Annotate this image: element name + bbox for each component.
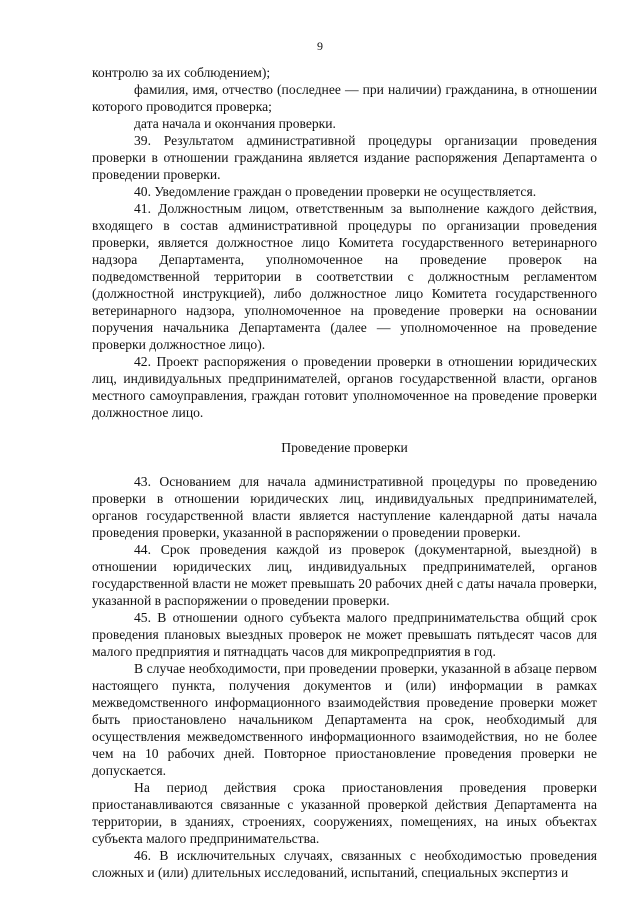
- paragraph: 42. Проект распоряжения о проведении проверки в отношении юридических лиц, индивидуальных предпринимателей, органов государственной власти, органов местного самоуправления, граждан готовит уполномоченное на проведение проверки должностное лицо.: [92, 354, 597, 420]
- section-heading: Проведение проверки: [281, 440, 408, 455]
- paragraph: фамилия, имя, отчество (последнее — при наличии) гражданина, в отношении которого проводится проверка;: [92, 82, 597, 114]
- paragraph: 43. Основанием для начала административной процедуры по проведению проверки в отношении юридических лиц, индивидуальных предпринимателей, органов государственной власти является наступление календарной даты начала проведения проверки, указанной в распоряжении о проведении проверки.: [92, 474, 597, 540]
- paragraph: дата начала и окончания проверки.: [134, 116, 336, 131]
- paragraph: 44. Срок проведения каждой из проверок (документарной, выездной) в отношении юридических лиц, индивидуальных предпринимателей, органов государственной власти не может превышать 20 рабочих дней с даты начала проверки, указанной в распоряжении о проведении проверки.: [92, 542, 597, 608]
- paragraph: 39. Результатом административной процедуры организации проведения проверки в отношении гражданина является издание распоряжения Департамента о проведении проверки.: [92, 133, 597, 182]
- paragraph: В случае необходимости, при проведении проверки, указанной в абзаце первом настоящего пункта, получения документов и (или) информации в рамках межведомственного информационного взаимодействия проведение проверки может быть приостановлено начальником Департамента на срок, необходимый для осуществления межведомственного информационного взаимодействия, но не более чем на 10 рабочих дней. Повторное приостановление проведения проверки не допускается.: [92, 661, 597, 778]
- paragraph: На период действия срока приостановления проведения проверки приостанавливаются связанные с указанной проверкой действия Департамента на территории, в зданиях, строениях, сооружениях, помещениях, на иных объектах субъекта малого предпринимательства.: [92, 780, 597, 846]
- paragraph: 45. В отношении одного субъекта малого предпринимательства общий срок проведения плановых выездных проверок не может превышать пятьдесят часов для малого предприятия и пятнадцать часов для микропредприятия в год.: [92, 610, 597, 659]
- page-number: 9: [317, 39, 323, 53]
- paragraph: 40. Уведомление граждан о проведении проверки не осуществляется.: [134, 184, 537, 199]
- paragraph: 41. Должностным лицом, ответственным за выполнение каждого действия, входящего в состав административной процедуры по организации проведения проверки, является должностное лицо Комитета государственного ветеринарного надзора Департамента, уполномоченное на проведение проверок на подведомственной территории в соответствии с должностным регламентом (должностной инструкцией), либо должностное лицо Комитета государственного ветеринарного надзора, уполномоченное на проведение проверки на основании поручения начальника Департамента (далее — уполномоченное на проведение проверки должностное лицо).: [92, 201, 597, 352]
- paragraph: 46. В исключительных случаях, связанных с необходимостью проведения сложных и (или) длительных исследований, испытаний, специальных экспертиз и: [92, 848, 597, 880]
- paragraph: контролю за их соблюдением);: [92, 65, 271, 80]
- document-body: [92, 64, 597, 881]
